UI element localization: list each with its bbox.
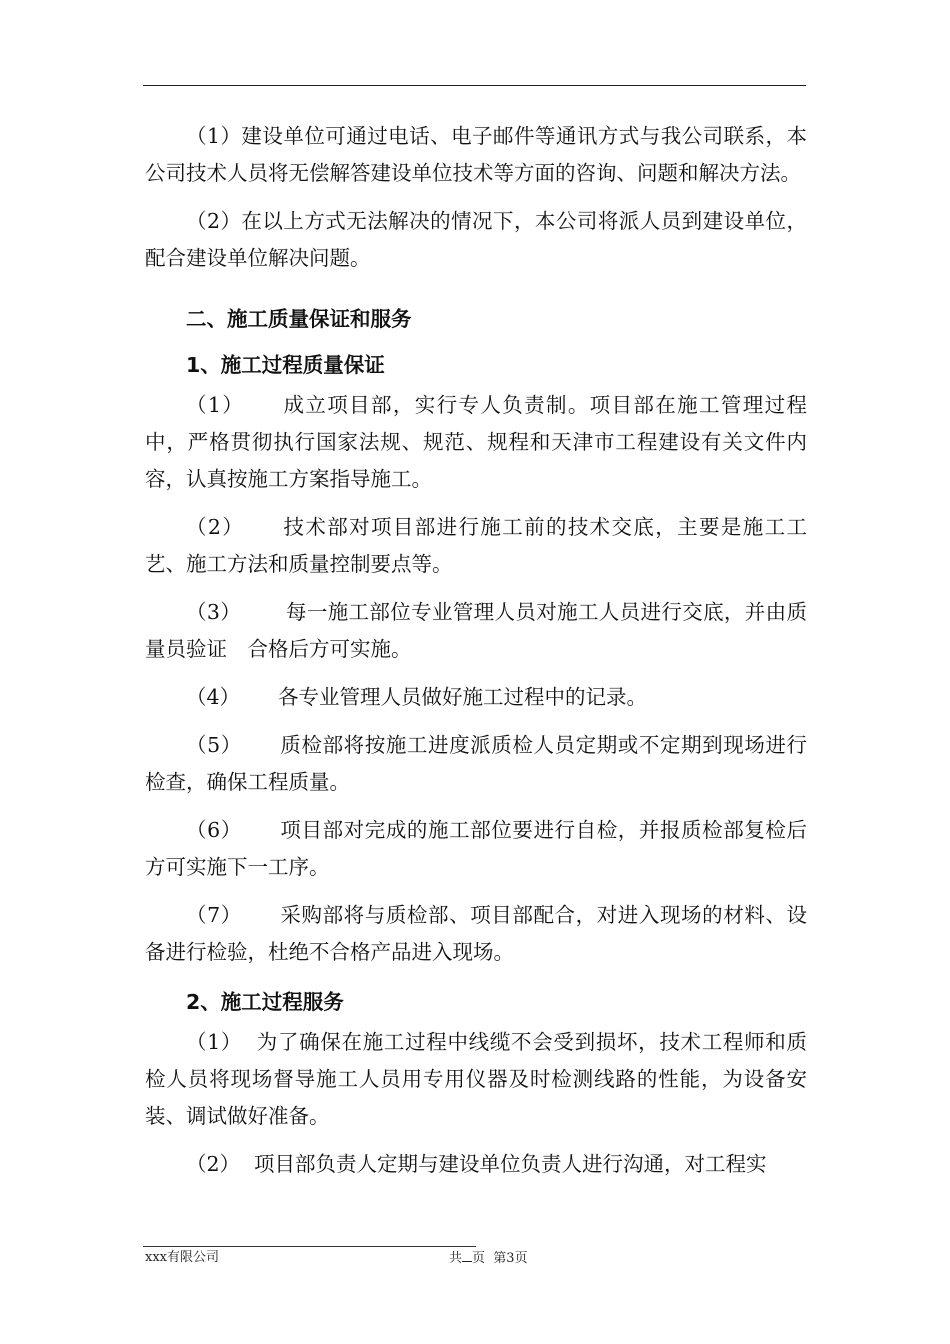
quality-item-6 bbox=[145, 812, 807, 886]
document-body bbox=[145, 118, 807, 1194]
item-number: （1） bbox=[186, 393, 245, 417]
item-text: 质检部将按施工进度派质检人员定期或不定期到现场进行检查，确保工程质量。 bbox=[145, 733, 808, 794]
item-text: 各专业管理人员做好施工过程中的记录。 bbox=[278, 685, 648, 709]
footer-rule bbox=[143, 1246, 476, 1247]
item-number: （7） bbox=[186, 903, 242, 927]
subsection-heading-quality: 1、施工过程质量保证 bbox=[186, 353, 385, 377]
item-text: 成立项目部，实行专人负责制。项目部在施工管理过程中，严格贯彻执行国家法规、规范、规程和天津市工程建设有关文件内容，认真按施工方案指导施工。 bbox=[145, 393, 808, 491]
item-text: 项目部负责人定期与建设单位负责人进行沟通，对工程实 bbox=[254, 1152, 767, 1176]
item-text: 每一施工部位专业管理人员对施工人员进行交底，并由质量员验证 合格后方可实施。 bbox=[145, 600, 807, 661]
footer-total-prefix: 共 bbox=[449, 1251, 463, 1266]
footer-total-blank bbox=[462, 1250, 472, 1262]
subsection-heading-service: 2、施工过程服务 bbox=[186, 990, 344, 1014]
item-text: 技术部对项目部进行施工前的技术交底，主要是施工工艺、施工方法和质量控制要点等。 bbox=[145, 515, 808, 576]
service-item-2 bbox=[145, 1146, 807, 1183]
item-number: （1） bbox=[186, 1030, 243, 1054]
footer-total-suffix: 页 bbox=[472, 1251, 486, 1266]
item-number: （2） bbox=[186, 515, 245, 539]
footer-page-number: 第3页 bbox=[493, 1251, 528, 1266]
item-text: 采购部将与质检部、项目部配合，对进入现场的材料、设备进行检验，杜绝不合格产品进入现场。 bbox=[145, 903, 808, 964]
item-number: （3） bbox=[186, 600, 242, 624]
quality-item-2 bbox=[145, 509, 807, 583]
item-number: （2） bbox=[186, 1152, 241, 1176]
section-heading: 二、施工质量保证和服务 bbox=[186, 307, 412, 331]
service-item-1 bbox=[145, 1024, 807, 1135]
item-number: （4） bbox=[186, 685, 241, 709]
header-rule bbox=[143, 85, 806, 86]
item-text: 为了确保在施工过程中线缆不会受到损坏，技术工程师和质检人员将现场督导施工人员用专用仪器及时检测线路的性能，为设备安装、调试做好准备。 bbox=[145, 1030, 807, 1128]
paragraph-onsite: （2）在以上方式无法解决的情况下，本公司将派人员到建设单位，配合建设单位解决问题。 bbox=[145, 209, 807, 270]
item-number: （5） bbox=[186, 733, 242, 757]
quality-item-4 bbox=[145, 679, 807, 716]
quality-item-1 bbox=[145, 387, 807, 498]
paragraph-contact: （1）建设单位可通过电话、电子邮件等通讯方式与我公司联系，本公司技术人员将无偿解答建设单位技术等方面的咨询、问题和解决方法。 bbox=[145, 124, 807, 185]
quality-item-3 bbox=[145, 594, 807, 668]
quality-item-5 bbox=[145, 727, 807, 801]
footer-page-info bbox=[449, 1250, 528, 1267]
item-number: （6） bbox=[186, 818, 242, 842]
item-text: 项目部对完成的施工部位要进行自检，并报质检部复检后方可实施下一工序。 bbox=[145, 818, 808, 879]
footer-company: xxx有限公司 bbox=[145, 1250, 219, 1265]
quality-item-7 bbox=[145, 897, 807, 971]
